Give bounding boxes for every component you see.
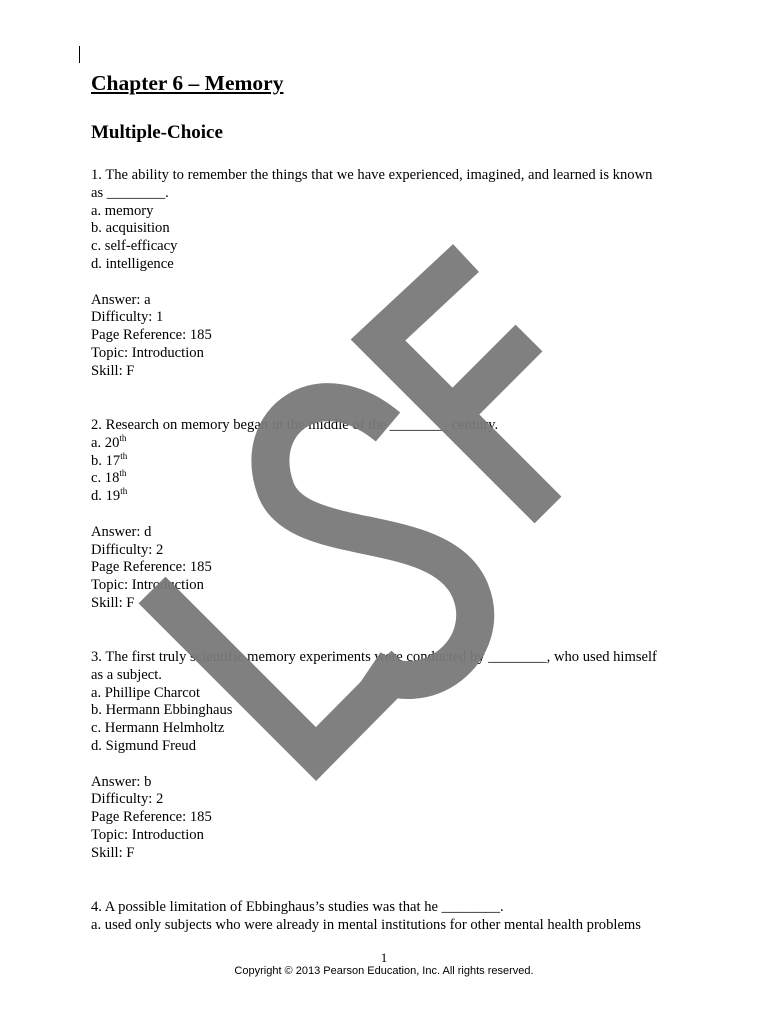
question-stem-line: 4. A possible limitation of Ebbinghaus’s studies was that he ________.: [91, 899, 504, 915]
skill-line: Skill: F: [91, 844, 135, 861]
question-stem-line: as ________.: [91, 184, 169, 201]
option-b: b. acquisition: [91, 220, 170, 237]
answer-line: Answer: b: [91, 773, 152, 790]
difficulty-line: Difficulty: 1: [91, 309, 164, 326]
option-d: d. Sigmund Freud: [91, 737, 196, 754]
question-stem-line: 3. The first truly scientific memory experiments were conducted by ________, who used himself: [91, 649, 657, 665]
text-cursor: [79, 46, 80, 63]
topic-line: Topic: Introduction: [91, 826, 204, 843]
answer-line: Answer: a: [91, 291, 151, 308]
option-d: d. intelligence: [91, 255, 174, 272]
question-3: [91, 649, 691, 863]
difficulty-line: Difficulty: 2: [91, 791, 164, 808]
section-heading: Multiple-Choice: [91, 122, 223, 143]
option-c: c. self-efficacy: [91, 238, 178, 255]
option-b: b. 17th: [91, 450, 128, 469]
question-2: [91, 417, 691, 613]
difficulty-line: Difficulty: 2: [91, 541, 164, 558]
topic-line: Topic: Introduction: [91, 344, 204, 361]
page-number: 1: [380, 950, 388, 965]
page-reference-line: Page Reference: 185: [91, 559, 212, 576]
chapter-title: Chapter 6 – Memory: [91, 71, 284, 95]
option-a: a. memory: [91, 202, 154, 219]
question-stem-line: 1. The ability to remember the things that we have experienced, imagined, and learned is known: [91, 167, 653, 183]
page-reference-line: Page Reference: 185: [91, 327, 212, 344]
question-stem-line: 2. Research on memory began in the middle of the ________ century.: [91, 417, 499, 433]
page-reference-line: Page Reference: 185: [91, 809, 212, 826]
skill-line: Skill: F: [91, 362, 135, 379]
question-stem-line: as a subject.: [91, 666, 162, 683]
topic-line: Topic: Introduction: [91, 577, 204, 594]
question-1: [91, 167, 691, 381]
option-c: c. Hermann Helmholtz: [91, 720, 225, 737]
option-a: a. 20th: [91, 432, 127, 451]
option-d: d. 19th: [91, 486, 128, 505]
skill-line: Skill: F: [91, 594, 135, 611]
answer-line: Answer: d: [91, 523, 152, 540]
copyright-notice: Copyright © 2013 Pearson Education, Inc. All rights reserved.: [234, 965, 534, 977]
option-a: a. used only subjects who were already in mental institutions for other mental health problems: [91, 916, 641, 933]
option-a: a. Phillipe Charcot: [91, 684, 201, 701]
option-c: c. 18th: [91, 468, 127, 487]
option-b: b. Hermann Ebbinghaus: [91, 702, 233, 719]
question-4: [91, 899, 691, 935]
